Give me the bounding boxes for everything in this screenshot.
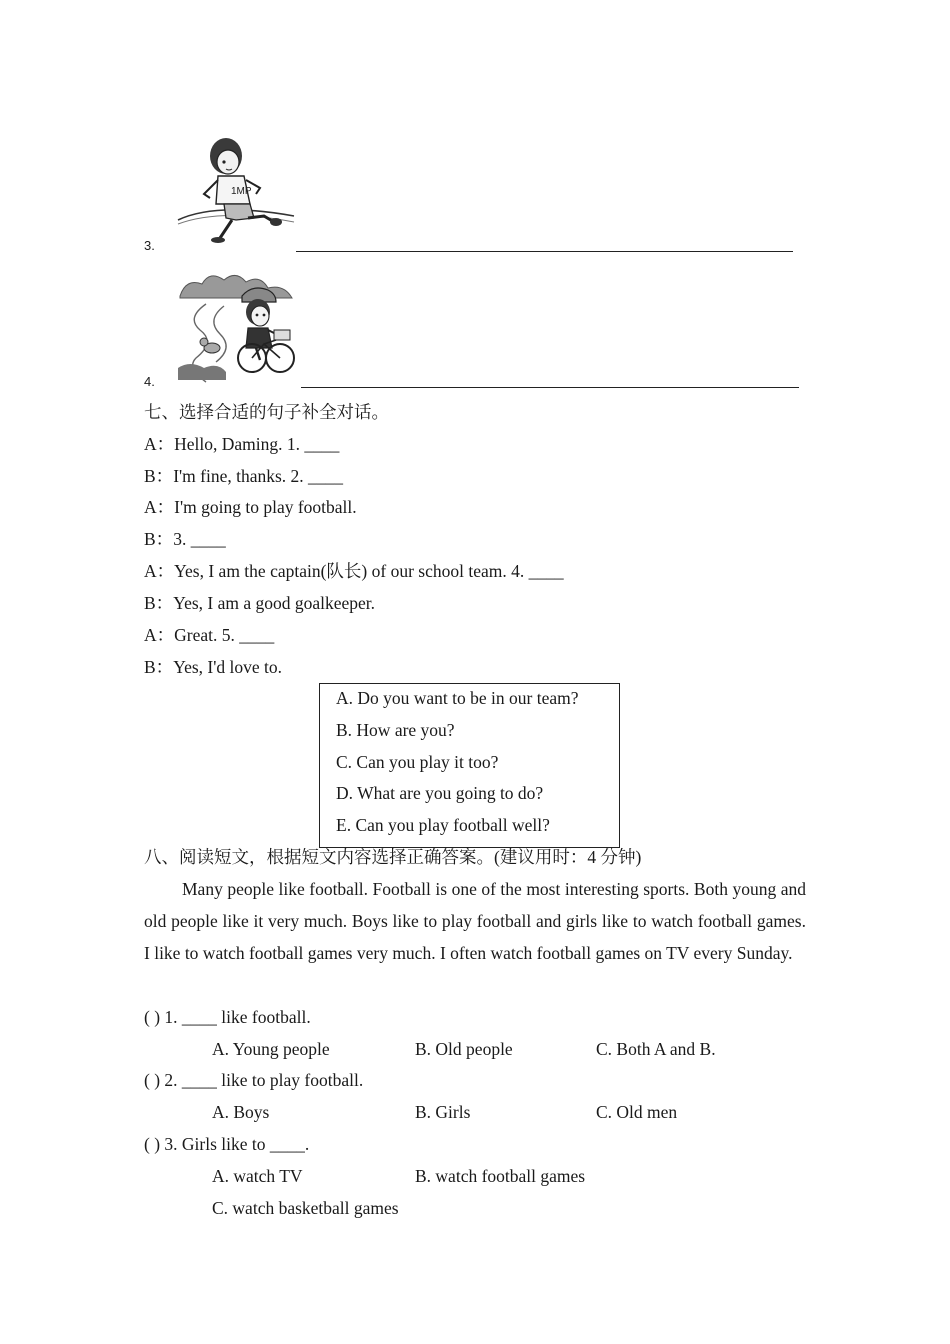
answer-line-3[interactable] [296,251,793,252]
speaker: A： [144,561,175,581]
speaker: B： [144,657,174,677]
q3-option-a[interactable]: A. watch TV [212,1166,303,1186]
running-girl-picture [176,132,296,248]
dialogue-line [144,555,564,587]
speaker: B： [144,529,174,549]
dialogue-text: I'm fine, thanks. 2. ____ [173,466,344,486]
svg-text:1MP: 1MP [231,186,252,197]
item-number-4: 4. [144,374,155,389]
dialogue-text: Yes, I am a good goalkeeper. [173,593,376,613]
option-c: C. Can you play it too? [336,752,499,772]
dialogue-text: Great. 5. ____ [174,625,275,645]
speaker: A： [144,625,175,645]
dialogue-line [144,651,282,683]
speaker: B： [144,466,174,486]
q1-option-b[interactable]: B. Old people [415,1039,513,1059]
dialogue-line [144,460,343,492]
dialogue-text: Yes, I'd love to. [173,657,282,677]
dialogue-line [144,428,339,460]
dialogue-line [144,619,274,651]
section8-heading: 八、阅读短文，根据短文内容选择正确答案。(建议用时：4 分钟) [144,847,642,867]
option-e: E. Can you play football well? [336,815,550,835]
dialogue-text: I'm going to play football. [174,497,357,517]
q3-option-b[interactable]: B. watch football games [415,1166,586,1186]
question-1-stem: ( ) 1. ____ like football. [144,1007,311,1027]
item-number-3: 3. [144,238,155,253]
reading-passage: Many people like football. Football is one of the most interesting sports. Both young and old people like it very much. Boys like to play football and girls like to watch football games. I like to watch football games very much. I often watch football games on TV every Sunday. [144,879,806,963]
dialogue-text: 3. ____ [173,529,226,549]
dialogue-line [144,491,357,523]
section7-heading: 七、选择合适的句子补全对话。 [144,402,389,422]
options-box [319,683,620,848]
q1-option-c[interactable]: C. Both A and B. [596,1039,716,1059]
q1-option-a[interactable]: A. Young people [212,1039,330,1059]
answer-line-4[interactable] [301,387,799,388]
speaker: A： [144,434,175,454]
option-a: A. Do you want to be in our team? [336,688,579,708]
dialogue-line [144,523,226,555]
q2-option-a[interactable]: A. Boys [212,1102,270,1122]
dialogue-line [144,587,375,619]
question-2-stem: ( ) 2. ____ like to play football. [144,1070,364,1090]
q2-option-c[interactable]: C. Old men [596,1102,678,1122]
q2-option-b[interactable]: B. Girls [415,1102,471,1122]
option-b: B. How are you? [336,720,455,740]
question-3-stem: ( ) 3. Girls like to ____. [144,1134,310,1154]
girl-riding-bike-picture [176,268,298,386]
speaker: A： [144,497,175,517]
option-d: D. What are you going to do? [336,783,544,803]
dialogue-text: Hello, Daming. 1. ____ [174,434,340,454]
q3-option-c[interactable]: C. watch basketball games [212,1198,399,1218]
speaker: B： [144,593,174,613]
dialogue-text: Yes, I am the captain(队长) of our school team. 4. ____ [174,561,564,581]
